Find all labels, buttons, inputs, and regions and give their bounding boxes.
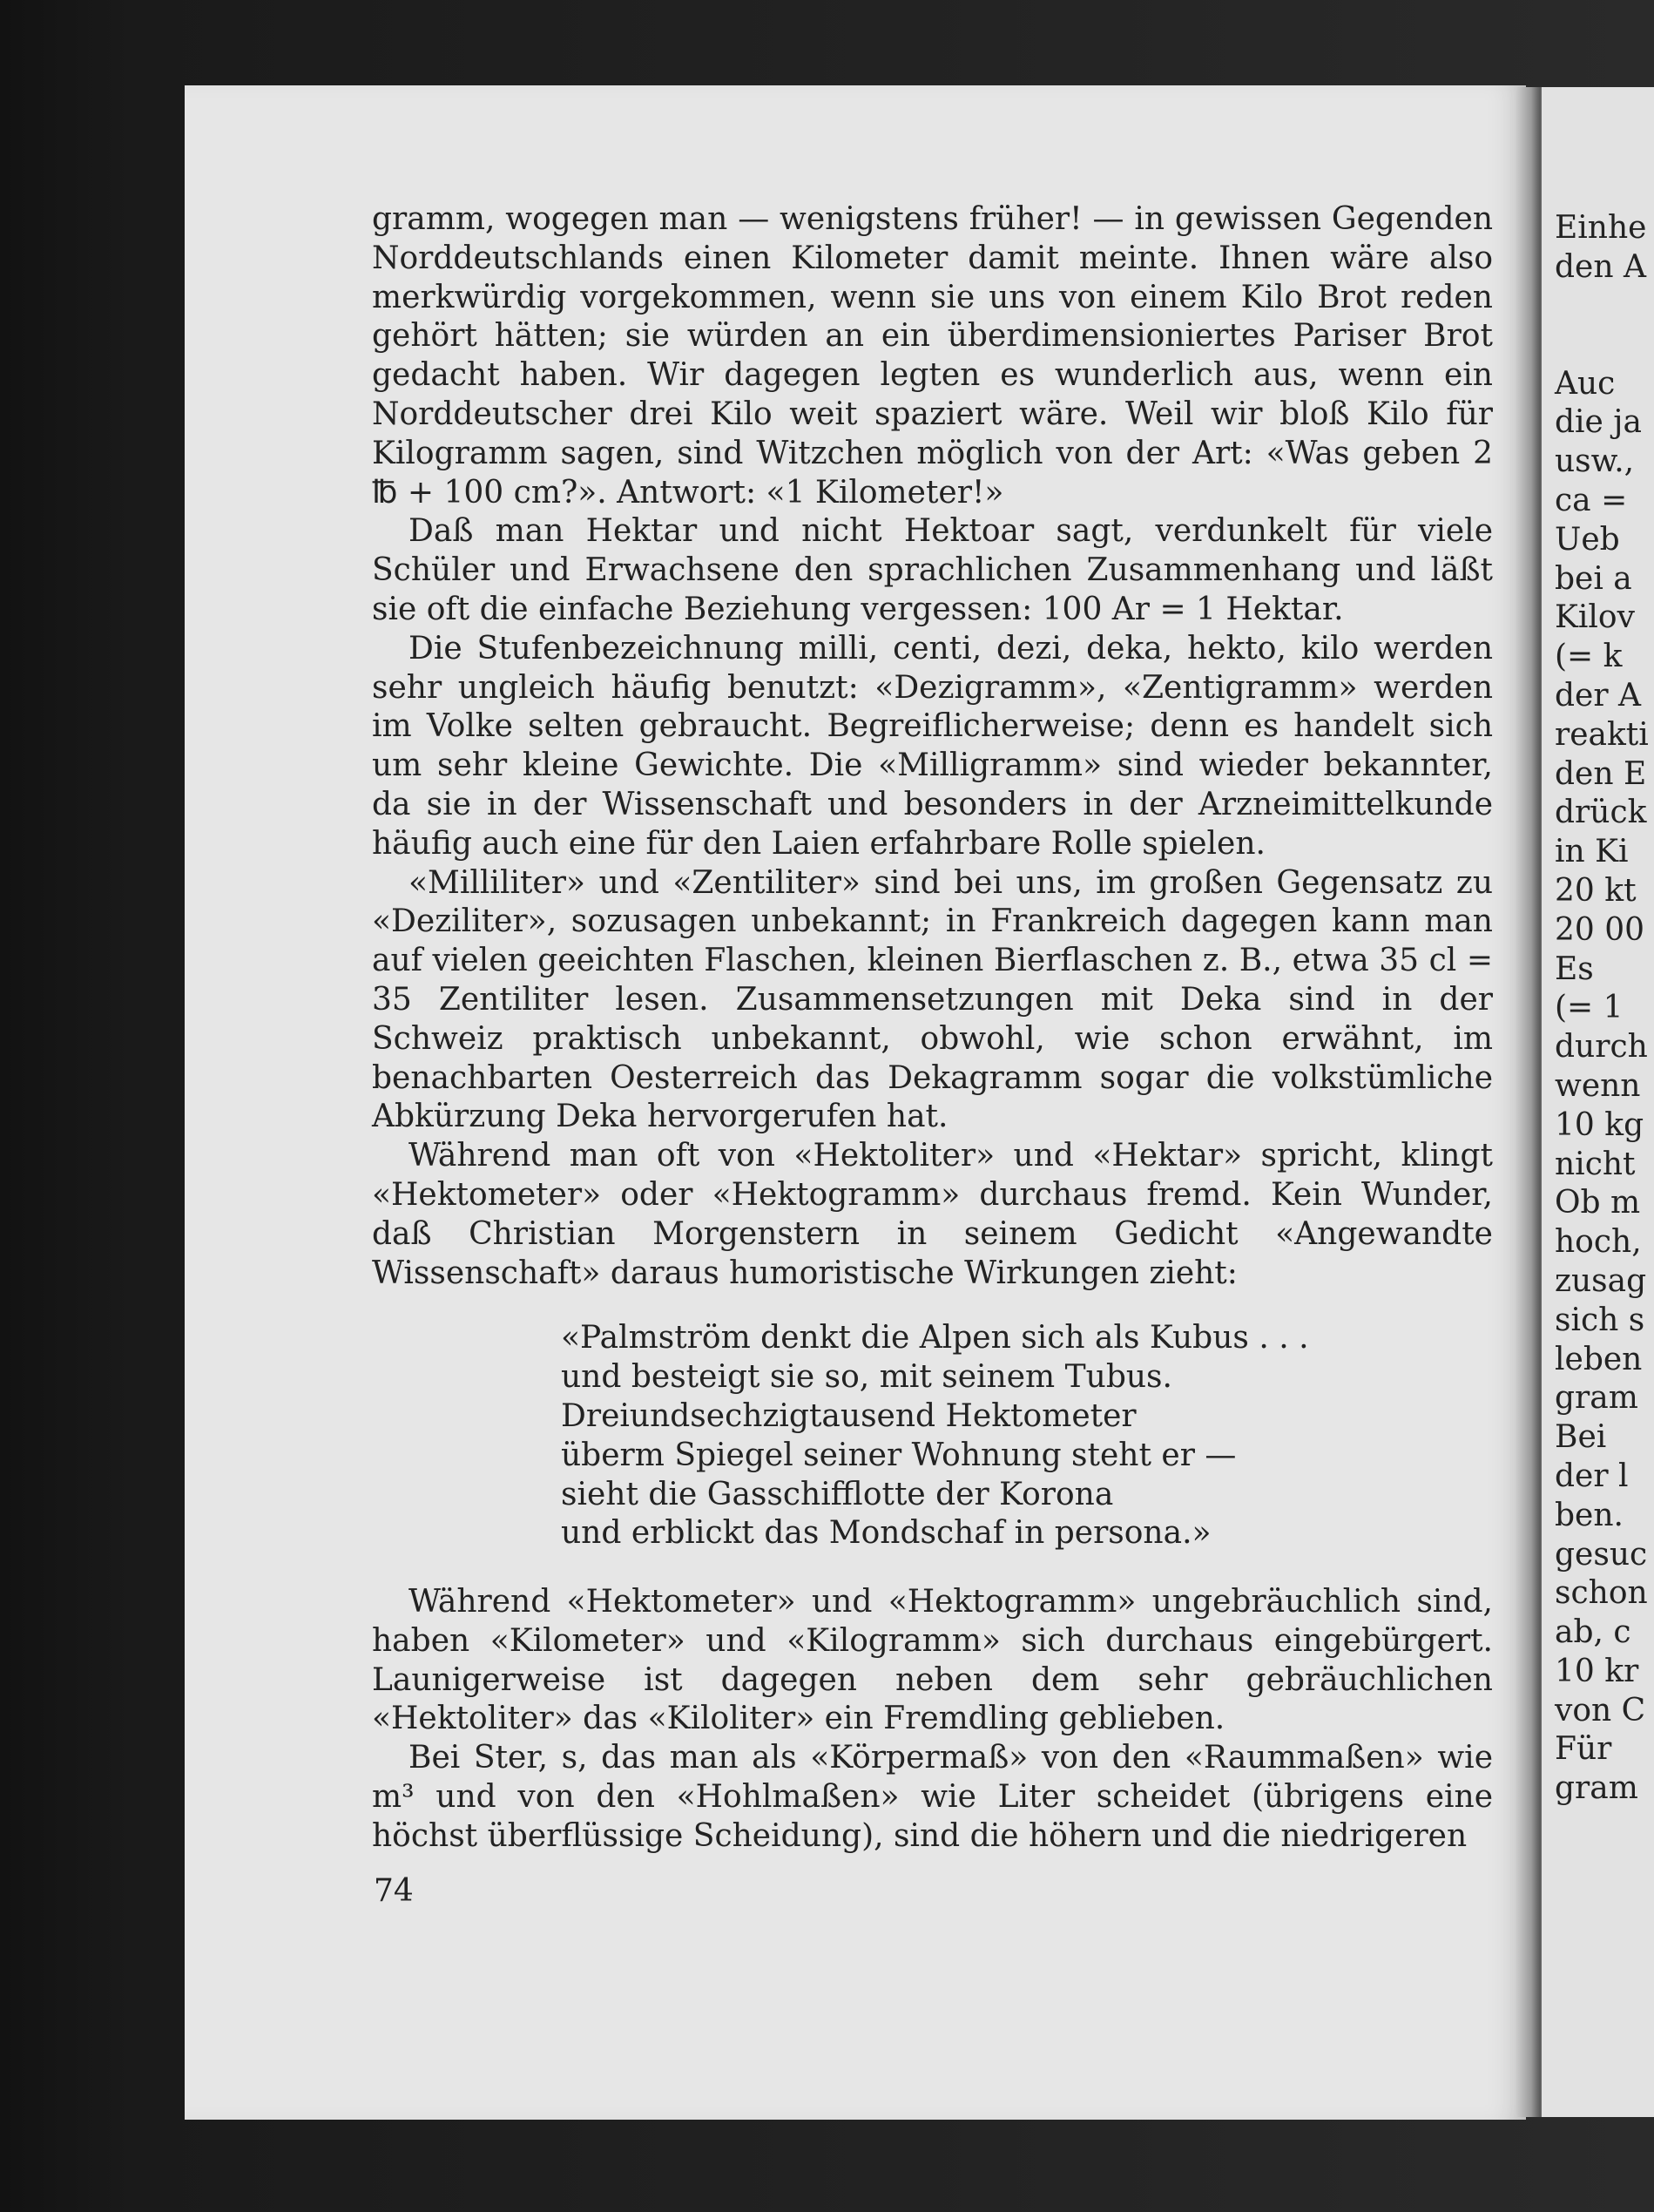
- facing-line: nicht: [1555, 1146, 1636, 1182]
- facing-page-text: [1555, 209, 1649, 1809]
- facing-line: 10 kr: [1555, 1653, 1639, 1689]
- facing-line: Es: [1555, 950, 1594, 987]
- facing-line: 20 kt: [1555, 872, 1637, 909]
- facing-lines-list: [1555, 365, 1649, 1809]
- facing-line: gesuc: [1555, 1536, 1648, 1573]
- facing-line: gram: [1555, 1770, 1638, 1807]
- paragraph-1: gramm, wogegen man — wenigstens früher! — in gewissen Gegenden Norddeutschlands einen Kilometer damit meinte. Ihnen wäre also merkwürdig vorgekommen, wenn sie uns von einem Kilo Brot reden gehört hätten; sie würden an ein überdimensioniertes Pariser Brot gedacht haben. Wir dagegen legten es wunderlich aus, wenn ein Norddeutscher drei Kilo weit spaziert wäre. Weil wir bloß Kilo für Kilogramm sagen, sind Witzchen möglich von der Art: «Was geben 2 ℔ + 100 cm?». Antwort: «1 Kilometer!»: [372, 201, 1493, 511]
- facing-line: Ueb: [1555, 521, 1620, 558]
- facing-line: bei a: [1555, 560, 1632, 597]
- facing-line: ben.: [1555, 1497, 1624, 1533]
- facing-line: (= 1: [1555, 990, 1624, 1026]
- facing-line: den E: [1555, 755, 1647, 792]
- facing-line: drück: [1555, 795, 1647, 831]
- paragraph-5: Während man oft von «Hektoliter» und «Hektar» spricht, klingt «Hektometer» oder «Hektogramm» durchaus fremd. Kein Wunder, daß Christian Morgenstern in seinem Gedicht «Angewandte Wissenschaft» daraus humoristische Wirkungen zieht:: [372, 1138, 1493, 1291]
- poem-line: und besteigt sie so, mit seinem Tubus.: [561, 1359, 1172, 1396]
- facing-line: leben: [1555, 1341, 1643, 1377]
- paragraph-7: Bei Ster, s, das man als «Körpermaß» von den «Raummaßen» wie m³ und von den «Hohlmaßen» wie Liter scheidet (übrigens eine höchst überflüssige Scheidung), sind die höhern und die niedrigeren: [372, 1740, 1493, 1854]
- paragraph-2: Daß man Hektar und nicht Hektoar sagt, verdunkelt für viele Schüler und Erwachsene den sprachlichen Zusammenhang und läßt sie oft die einfache Beziehung vergessen: 100 Ar = 1 Hektar.: [372, 513, 1493, 627]
- facing-line: Ob m: [1555, 1185, 1641, 1221]
- facing-line: hoch,: [1555, 1224, 1642, 1261]
- facing-line: usw.,: [1555, 443, 1635, 480]
- facing-line: der l: [1555, 1458, 1629, 1494]
- facing-line: von C: [1555, 1692, 1646, 1728]
- facing-line: reakti: [1555, 716, 1649, 753]
- facing-line: der A: [1555, 677, 1641, 714]
- paragraph-6: Während «Hektometer» und «Hektogramm» ungebräuchlich sind, haben «Kilometer» und «Kilogramm» sich durchaus eingebürgert. Launigerweise ist dagegen neben dem sehr gebräuchlichen «Hektoliter» das «Kiloliter» ein Fremdling geblieben.: [372, 1584, 1493, 1737]
- facing-line: Einhe: [1555, 210, 1647, 246]
- facing-line: ca =: [1555, 482, 1628, 518]
- poem-line: und erblickt das Mondschaf in persona.»: [561, 1515, 1212, 1552]
- poem-line: «Palmström denkt die Alpen sich als Kubus . . .: [561, 1320, 1309, 1356]
- facing-line: 10 kg: [1555, 1106, 1644, 1143]
- poem-line: überm Spiegel seiner Wohnung steht er —: [561, 1437, 1237, 1473]
- poem-line: sieht die Gasschifflotte der Korona: [561, 1476, 1114, 1512]
- facing-line: Kilov: [1555, 599, 1635, 636]
- facing-line: 20 00: [1555, 911, 1645, 948]
- facing-line: gram: [1555, 1380, 1638, 1417]
- paragraph-3: Die Stufenbezeichnung milli, centi, dezi, deka, hekto, kilo werden sehr ungleich häufig benutzt: «Dezigramm», «Zentigramm» werden im Volke selten gebraucht. Begreiflicherweise; denn es handelt sich um sehr kleine Gewichte. Die «Milligramm» sind wieder bekannter, da sie in der Wissenschaft und besonders in der Arzneimittelkunde häufig auch eine für den Laien erfahrbare Rolle spielen.: [372, 630, 1493, 862]
- facing-line: durch: [1555, 1029, 1648, 1065]
- facing-line: wenn: [1555, 1067, 1641, 1104]
- facing-line: Bei: [1555, 1419, 1607, 1456]
- page-number: 74: [374, 1873, 414, 1909]
- facing-line: zusag: [1555, 1262, 1647, 1299]
- main-text-block: [372, 200, 1493, 1857]
- facing-line: in Ki: [1555, 834, 1629, 870]
- facing-line: sich s: [1555, 1302, 1645, 1338]
- facing-line: Auc: [1555, 365, 1616, 402]
- facing-line: den A: [1555, 248, 1646, 285]
- facing-line: Für: [1555, 1731, 1612, 1768]
- facing-line: (= k: [1555, 639, 1623, 675]
- facing-line: schon: [1555, 1575, 1648, 1612]
- facing-line: die ja: [1555, 404, 1642, 441]
- poem-line: Dreiundsechzigtausend Hektometer: [561, 1397, 1137, 1434]
- poem-quote: [561, 1319, 1493, 1553]
- paragraph-4: «Milliliter» und «Zentiliter» sind bei uns, im großen Gegensatz zu «Deziliter», sozusagen unbekannt; in Frankreich dagegen kann man auf vielen geeichten Flaschen, kleinen Bierflaschen z. B., etwa 35 cl = 35 Zentiliter lesen. Zusammensetzungen mit Deka sind in der Schweiz praktisch unbekannt, obwohl, wie schon erwähnt, im benachbarten Oesterreich das Dekagramm sogar die volkstümliche Abkürzung Deka hervorgerufen hat.: [372, 864, 1493, 1135]
- facing-line: ab, c: [1555, 1614, 1631, 1651]
